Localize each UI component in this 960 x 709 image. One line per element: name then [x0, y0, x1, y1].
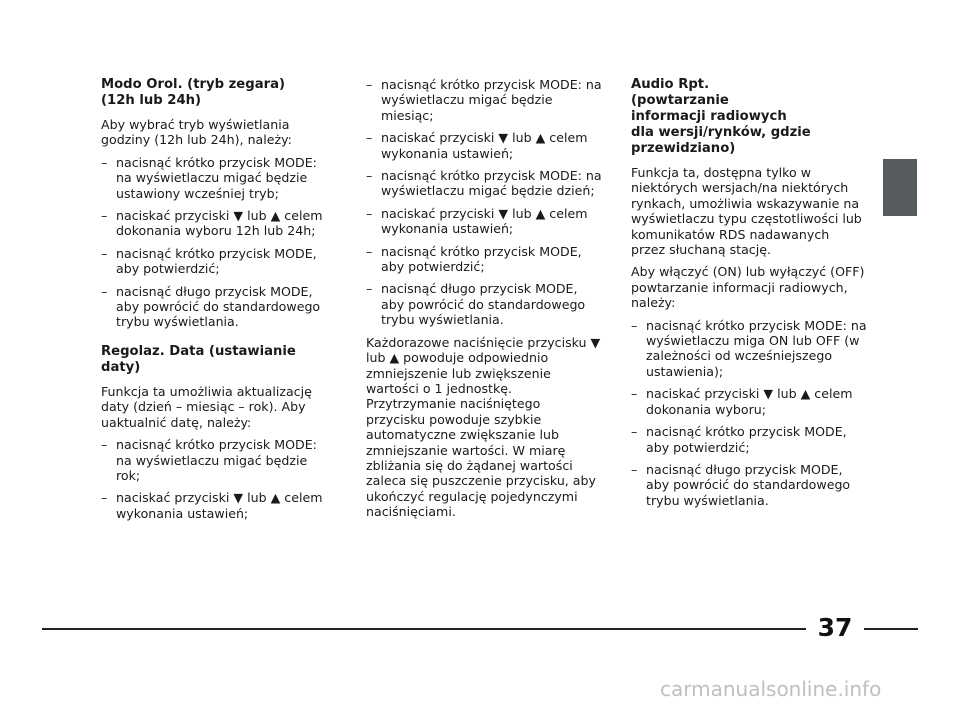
list-item: – naciskać przyciski ▼ lub ▲ celem dokonania wyboru;	[631, 386, 867, 417]
list-item: – nacisnąć krótko przycisk MODE: na wyświetlaczu migać będzie dzień;	[366, 168, 602, 199]
paragraph-audio-description: Funkcja ta, dostępna tylko w niektórych wersjach/na niektórych rynkach, umożliwia wskazywanie na wyświetlaczu typu częstotliwości lub komunikatów RDS nadawanych przez słuchaną stację.	[631, 165, 862, 258]
list-item: – nacisnąć krótko przycisk MODE: na wyświetlaczu migać będzie ustawiony wcześniej tryb;	[101, 155, 333, 201]
steps-date-continued	[366, 77, 602, 328]
list-item: – nacisnąć długo przycisk MODE, aby powrócić do standardowego trybu wyświetlania.	[366, 281, 602, 327]
heading-clock-mode: Modo Orol. (tryb zegara) (12h lub 24h)	[101, 77, 286, 108]
heading-audio-repeat: Audio Rpt. (powtarzanie informacji radiowych dla wersji/rynków, gdzie przewidziano)	[631, 77, 811, 156]
list-item: – nacisnąć długo przycisk MODE, aby powrócić do standardowego trybu wyświetlania.	[101, 284, 333, 330]
heading-date-setting: Regolaz. Data (ustawianie daty)	[101, 343, 296, 375]
paragraph-date-intro: Funkcja ta umożliwia aktualizację daty (dzień – miesiąc – rok). Aby uaktualnić datę, należy:	[101, 383, 312, 430]
footer-rule-left	[42, 628, 806, 630]
column-middle	[366, 77, 602, 527]
page-number: 37	[817, 613, 853, 642]
list-item: – nacisnąć krótko przycisk MODE, aby potwierdzić;	[366, 244, 602, 275]
list-item: – naciskać przyciski ▼ lub ▲ celem wykonania ustawień;	[101, 490, 333, 521]
list-item: – nacisnąć krótko przycisk MODE, aby potwierdzić;	[101, 246, 333, 277]
list-item: – nacisnąć krótko przycisk MODE, aby potwierdzić;	[631, 424, 867, 455]
list-item: – nacisnąć krótko przycisk MODE: na wyświetlaczu migać będzie miesiąc;	[366, 77, 602, 123]
list-item: – nacisnąć długo przycisk MODE, aby powrócić do standardowego trybu wyświetlania.	[631, 462, 867, 508]
column-right	[631, 77, 867, 515]
steps-clock	[101, 155, 333, 330]
paragraph-clock-intro: Aby wybrać tryb wyświetlania godziny (12h lub 24h), należy:	[101, 117, 292, 148]
list-item: – nacisnąć krótko przycisk MODE: na wyświetlaczu miga ON lub OFF (w zależności od wcześniejszego ustawienia);	[631, 318, 867, 380]
list-item: – naciskać przyciski ▼ lub ▲ celem wykonania ustawień;	[366, 206, 602, 237]
steps-date	[101, 437, 333, 521]
paragraph-button-behavior: Każdorazowe naciśnięcie przycisku ▼ lub ▲ powoduje odpowiednio zmniejszenie lub zwiększenie wartości o 1 jednostkę. Przytrzymanie naciśniętego przycisku powoduje szybkie automatyczne zwiększanie lub zmniejszanie wartości. W miarę zbliżania się do żądanej wartości zaleca się puszczenie przycisku, aby ukończyć regulację pojedynczymi naciśnięciami.	[366, 334, 601, 520]
list-item: – naciskać przyciski ▼ lub ▲ celem wykonania ustawień;	[366, 130, 602, 161]
steps-audio	[631, 318, 867, 508]
footer-rule-right	[864, 628, 918, 630]
column-left	[101, 77, 333, 528]
watermark: carmanualsonline.info	[660, 677, 882, 701]
section-tab-marker	[883, 159, 917, 216]
list-item: – nacisnąć krótko przycisk MODE: na wyświetlaczu migać będzie rok;	[101, 437, 333, 483]
list-item: – naciskać przyciski ▼ lub ▲ celem dokonania wyboru 12h lub 24h;	[101, 208, 333, 239]
paragraph-audio-intro: Aby włączyć (ON) lub wyłączyć (OFF) powtarzanie informacji radiowych, należy:	[631, 264, 865, 311]
